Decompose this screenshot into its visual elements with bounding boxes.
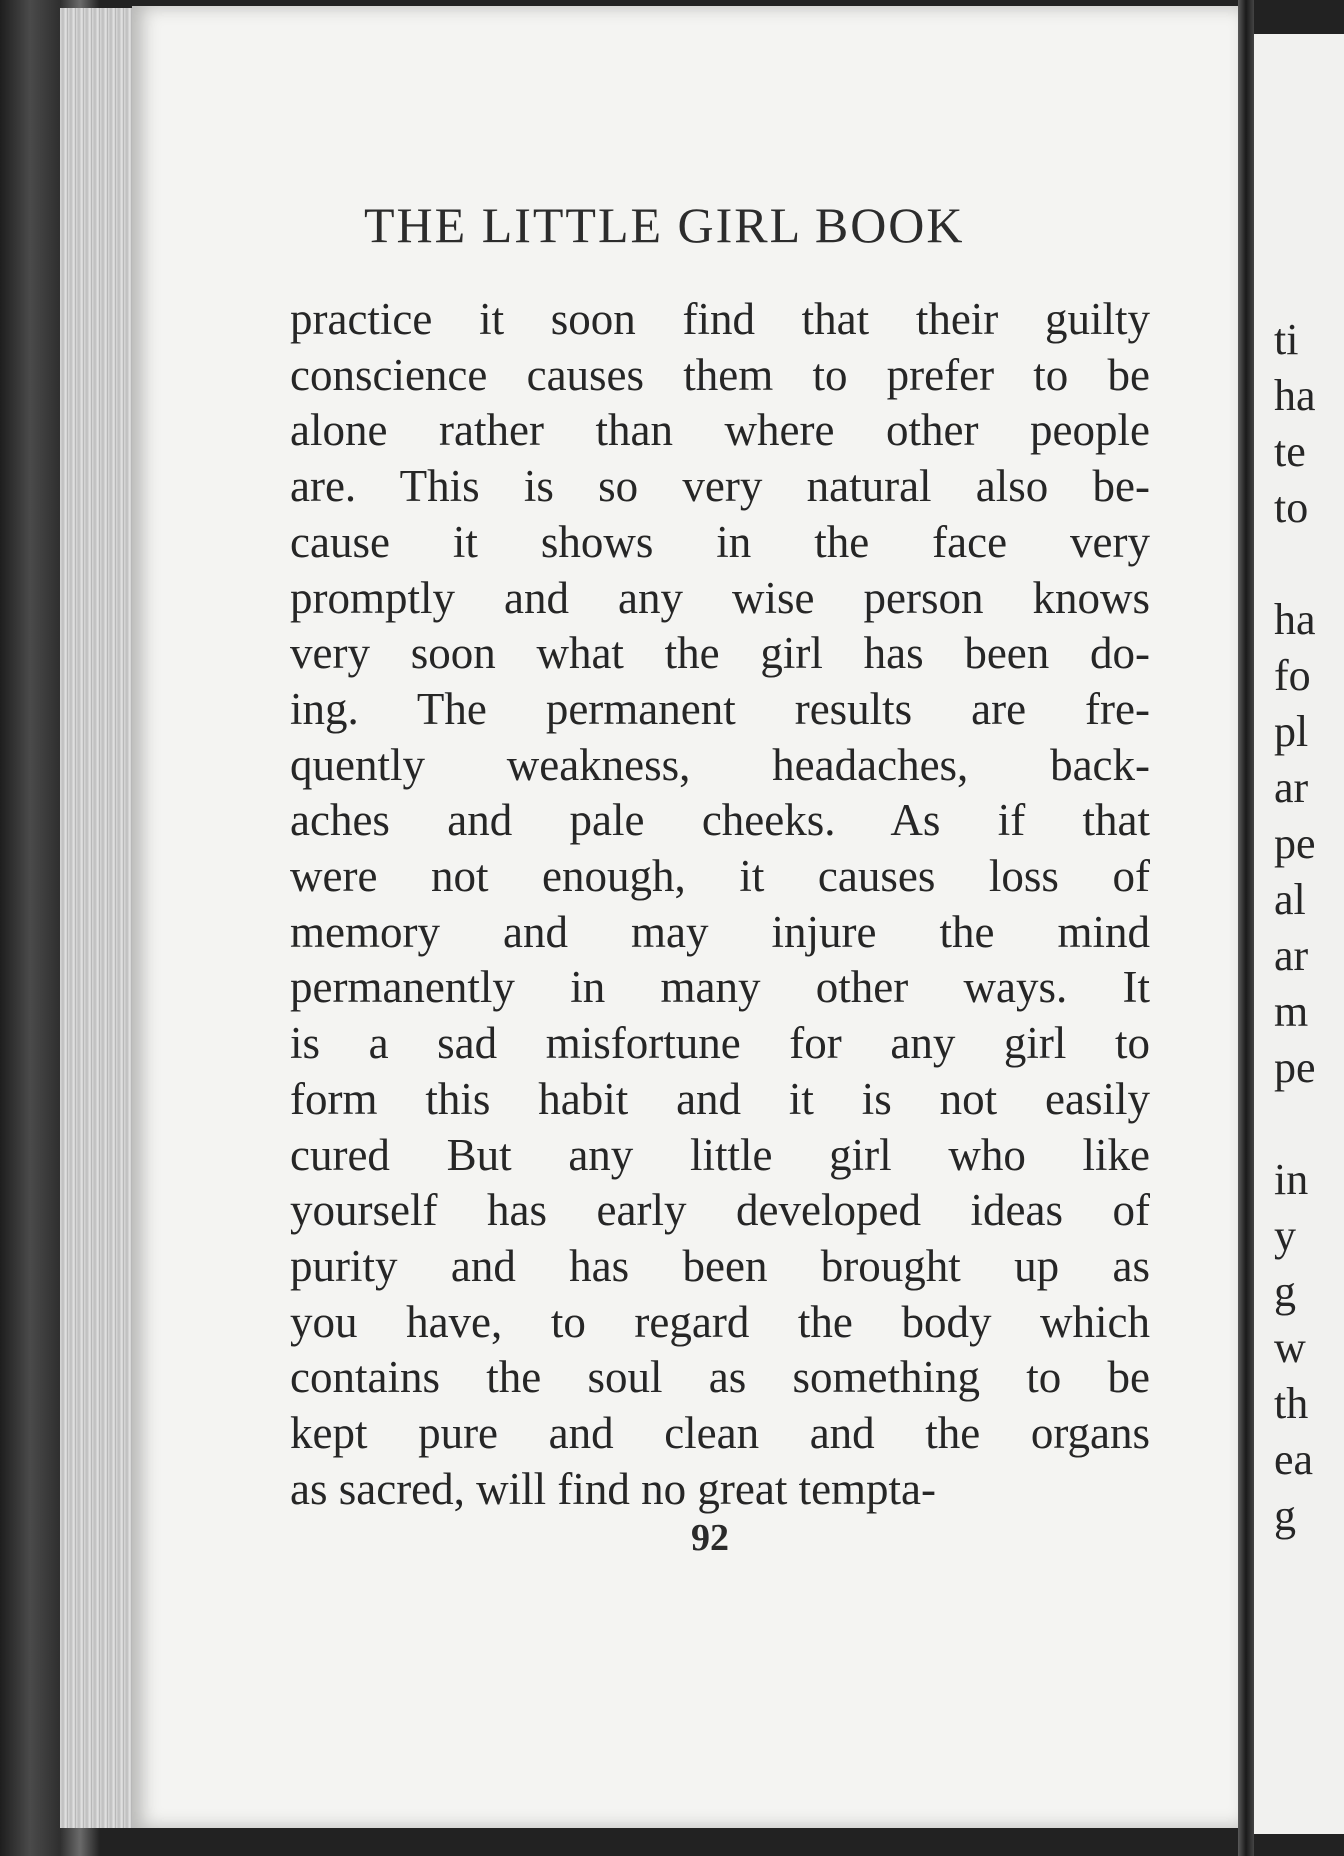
right-fragment: ar bbox=[1274, 931, 1309, 980]
right-fragment: ha bbox=[1274, 595, 1316, 644]
right-fragment: te bbox=[1274, 427, 1306, 476]
right-fragment: g bbox=[1274, 1267, 1296, 1316]
text-line: form this habit and it is not easily bbox=[290, 1073, 1150, 1124]
page-number: 92 bbox=[691, 1517, 729, 1559]
right-page-text bbox=[1274, 312, 1344, 1544]
text-line: cured But any little girl who like bbox=[290, 1129, 1150, 1180]
book-gutter bbox=[1238, 0, 1254, 1856]
text-line: ing. The permanent results are fre- bbox=[290, 683, 1150, 734]
text-line: promptly and any wise person knows bbox=[290, 572, 1150, 623]
text-line: very soon what the girl has been do- bbox=[290, 628, 1150, 679]
text-line: kept pure and clean and the organs bbox=[290, 1408, 1150, 1459]
text-line: cause it shows in the face very bbox=[290, 516, 1150, 567]
right-fragment: pe bbox=[1274, 819, 1316, 868]
right-fragment bbox=[1274, 536, 1344, 592]
right-fragment: fo bbox=[1274, 651, 1311, 700]
text-line: conscience causes them to prefer to be bbox=[290, 349, 1150, 400]
right-page bbox=[1254, 34, 1344, 1834]
text-line: permanently in many other ways. It bbox=[290, 962, 1150, 1013]
right-fragment: ea bbox=[1274, 1435, 1314, 1484]
text-line: alone rather than where other people bbox=[290, 405, 1150, 456]
text-line: purity and has been brought up as bbox=[290, 1240, 1150, 1291]
right-fragment: pe bbox=[1274, 1043, 1316, 1092]
text-line: practice it soon find that their guilty bbox=[290, 294, 1150, 344]
body-text bbox=[290, 292, 1150, 1517]
text-line: memory and may injure the mind bbox=[290, 906, 1150, 957]
text-line: quently weakness, headaches, back- bbox=[290, 739, 1150, 790]
right-fragment: y bbox=[1274, 1211, 1296, 1260]
right-fragment: ti bbox=[1274, 315, 1299, 364]
text-line: were not enough, it causes loss of bbox=[290, 851, 1150, 902]
right-fragment: in bbox=[1274, 1155, 1309, 1204]
text-line: you have, to regard the body which bbox=[290, 1296, 1150, 1347]
right-fragment: al bbox=[1274, 875, 1306, 924]
right-fragment: g bbox=[1274, 1491, 1296, 1540]
right-fragment bbox=[1274, 1096, 1344, 1152]
running-head: THE LITTLE GIRL BOOK bbox=[364, 197, 965, 253]
text-line: are. This is so very natural also be- bbox=[290, 461, 1150, 512]
text-line: contains the soul as something to be bbox=[290, 1352, 1150, 1403]
text-line: as sacred, will find no great tempta- bbox=[290, 1463, 937, 1514]
right-fragment: m bbox=[1274, 987, 1309, 1036]
right-fragment: ha bbox=[1274, 371, 1316, 420]
right-fragment: th bbox=[1274, 1379, 1309, 1428]
text-line: yourself has early developed ideas of bbox=[290, 1185, 1150, 1236]
right-fragment: ar bbox=[1274, 763, 1309, 812]
right-fragment: to bbox=[1274, 483, 1309, 532]
text-line: aches and pale cheeks. As if that bbox=[290, 795, 1150, 846]
page-edges bbox=[60, 8, 140, 1828]
right-fragment: w bbox=[1274, 1323, 1306, 1372]
text-line: is a sad misfortune for any girl to bbox=[290, 1018, 1150, 1069]
right-fragment: pl bbox=[1274, 707, 1309, 756]
